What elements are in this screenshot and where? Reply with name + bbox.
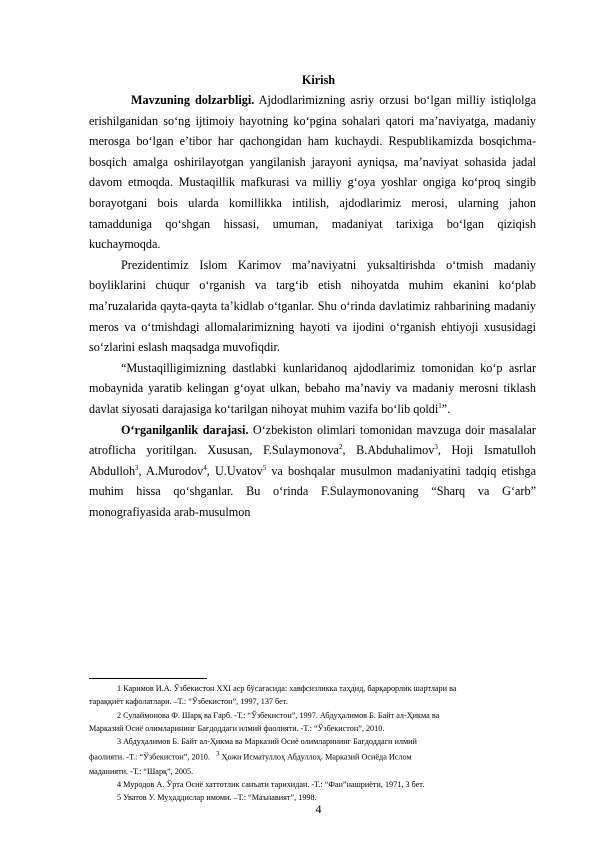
footnote-1-cont: тараққиёт кафолатлари. –Т.: “Ўзбекистон”, 1997, 137 бет.	[89, 697, 288, 707]
footnote-4: 4 Муродов А. Ўрта Осиё хаттотлик санъати тарихидан. -Т.: “Фан”нашриёти, 1971, 3 бет.	[117, 779, 425, 789]
footnote-3-text: фаолияти. -Т.: “Ўзбекистон”, 2010.	[89, 753, 210, 763]
footnote-ref: 3	[216, 751, 220, 759]
relevance-heading: Mavzuning dolzarbligi.	[131, 93, 255, 107]
study-level-text: , Hoji Ismatulloh Abdulloh	[89, 443, 536, 478]
footnote-ref: 3	[434, 443, 438, 452]
page-number: 4	[315, 802, 322, 816]
study-level-heading: O‘rganilganlik darajasi.	[121, 422, 249, 437]
footnote-2-cont: Марказий Осиё олимларининг Бағдоддаги илмий фаолияти. -Т.: “Ўзбекистон”, 2010.	[89, 723, 385, 733]
footnote-3: 3 Абдуҳалимов Б. Байт ал-Ҳикма ва Марказий Осиё олимларининг Бағдоддаги илмий	[117, 737, 417, 747]
footnote-3-cont	[89, 748, 536, 764]
study-level-text: va boshqalar musulmon madaniyatini tadqiq etishga muhim hissa qo‘shganlar. Bu o‘rinda F.Sulaymonovaning “Sharq va G‘arb” monografiyasida arab-musulmon	[89, 463, 536, 519]
footnote-2: 2 Сулаймонова Ф. Шарқ ва Ғарб. -Т.: “Ўзбекистон”, 1997. Абдуҳалимов Б. Байт ал-Ҳикма ва	[117, 710, 440, 720]
quote-text: “Mustaqilligimizning dastlabki kunlaridanoq ajdodlarimiz tomonidan ko‘p asrlar mobaynida yaratib kelingan g‘oyat ulkan, bebaho ma’naviy va madaniy merosni tiklash davlat siyosati darajasiga ko‘tarilgan nihoyat muhim vazifa bo‘lib qoldi	[89, 360, 536, 416]
footnote-ref: 4	[203, 463, 207, 472]
footnote-5: 5 Уватов У. Муҳаддислар имоми. –Т.: “Маънавият”, 1998.	[117, 793, 317, 803]
relevance-text: Ajdodlarimizning asriy orzusi bo‘lgan milliy istiqlolga erishilganidan so‘ng ijtimoiy hayotning ko‘pgina sohalari qatori ma’naviyatga, madaniy merosga bo‘lgan e’tibor har qachongidan ham kuchaydi. Respublikamizda bosqichma-bosqich amalga oshirilayotgan yangilanish jarayoni ayniqsa, ma’naviyat sohasida jadal davom etmoqda. Mustaqillik mafkurasi va milliy g‘oya yoshlar ongiga ko‘proq singib borayotgani bois ularda komillikka intilish, ajdodlarimiz merosi, ularning jahon tamadduniga qo‘shgan hissasi, umuman, madaniyat tarixiga bo‘lgan qiziqish kuchaymoqda.	[89, 93, 536, 252]
footnote-divider	[89, 678, 207, 679]
footnote-ref: 1	[438, 401, 442, 410]
quote-end: ”.	[441, 401, 451, 416]
paragraph-study-level	[89, 420, 536, 523]
study-level-text: , U.Uvatov	[206, 463, 263, 478]
footnote-3-extra: Ҳожи Исматуллоҳ Абдуллоҳ. Марказий Осиёда Ислом	[219, 753, 412, 763]
footnote-ref: 5	[262, 463, 267, 472]
paragraph-quote	[89, 358, 536, 420]
footnote-3-end: маданияти. -Т.: “Шарқ”, 2005.	[89, 766, 194, 776]
section-title: Kirish	[301, 73, 336, 87]
paragraph-relevance	[89, 90, 536, 255]
body-text	[89, 90, 536, 522]
paragraph-president: Prezidentimiz Islom Karimov ma’naviyatni yuksaltirishda o‘tmish madaniy boyliklarini chuqur o‘rganish va targ‘ib etish nihoyatda muhim ekanini ko‘plab ma’ruzalarida qayta-qayta ta’kidlab o‘tganlar. Shu o‘rinda davlatimiz rahbarining madaniy meros va o‘tmishdagi allomalarimizning hayoti va ijodini o‘rganish ehtiyoji xususidagi so‘zlarini eslash maqsadga muvofiqdir.	[89, 257, 536, 355]
footnote-ref: 3	[135, 463, 139, 472]
study-level-text: , B.Abduhalimov	[342, 443, 435, 458]
footnotes	[89, 682, 536, 804]
footnote-ref: 2	[338, 443, 343, 452]
study-level-text: , A.Murodov	[138, 463, 204, 478]
footnote-1: 1 Каримов И.А. Ўзбекистон XXI аср бўсағасида: хавфсизликка таҳдид, барқарорлик шартлари ва	[117, 684, 457, 693]
study-level-text: O‘zbekiston olimlari tomonidan mavzuga doir masalalar atroflicha yoritilgan. Xususan, F.Sulaymonova	[89, 422, 536, 458]
